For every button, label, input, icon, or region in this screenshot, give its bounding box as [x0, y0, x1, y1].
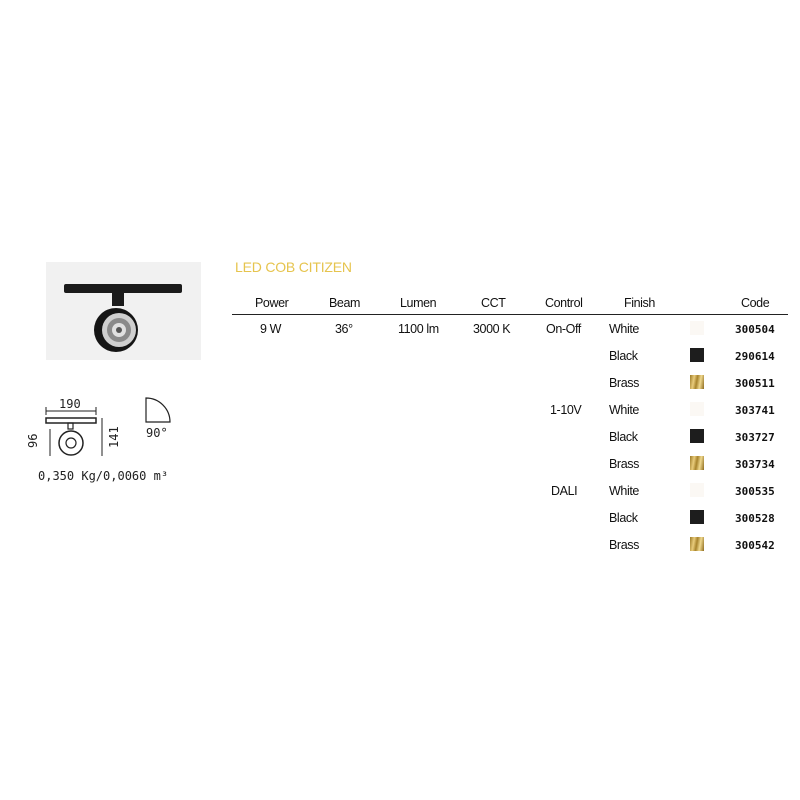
header-lumen: Lumen	[400, 296, 437, 310]
weight-volume: 0,350 Kg/0,0060 m³	[38, 469, 169, 483]
finish-value: Brass	[609, 376, 639, 390]
control-value: DALI	[551, 484, 578, 498]
product-code: 303734	[735, 458, 775, 471]
product-code: 303727	[735, 431, 775, 444]
product-code: 300535	[735, 485, 775, 498]
header-control: Control	[545, 296, 583, 310]
finish-value: Black	[609, 511, 638, 525]
header-beam: Beam	[329, 296, 361, 310]
control-value: 1-10V	[550, 403, 582, 417]
lumen-value: 1100 lm	[398, 322, 439, 336]
black-finish-swatch	[690, 348, 704, 362]
black-finish-swatch	[690, 429, 704, 443]
brass-finish-swatch	[690, 375, 704, 389]
finish-value: White	[609, 403, 639, 417]
header-power: Power	[255, 296, 289, 310]
beam-angle-label: 90°	[146, 426, 168, 440]
black-finish-swatch	[690, 510, 704, 524]
height-dimension-right: 141	[107, 426, 121, 448]
white-finish-swatch	[690, 483, 704, 497]
product-code: 300511	[735, 377, 775, 390]
control-value: On-Off	[546, 322, 581, 336]
finish-value: Brass	[609, 457, 639, 471]
product-code: 290614	[735, 350, 775, 363]
finish-value: White	[609, 322, 639, 336]
finish-value: Black	[609, 430, 638, 444]
header-divider	[232, 314, 788, 315]
product-code: 300542	[735, 539, 775, 552]
brass-finish-swatch	[690, 537, 704, 551]
product-code: 303741	[735, 404, 775, 417]
header-finish: Finish	[624, 296, 655, 310]
white-finish-swatch	[690, 402, 704, 416]
finish-value: Brass	[609, 538, 639, 552]
product-code: 300504	[735, 323, 775, 336]
product-photo	[46, 262, 201, 360]
white-finish-swatch	[690, 321, 704, 335]
power-value: 9 W	[260, 322, 282, 336]
finish-value: White	[609, 484, 639, 498]
brass-finish-swatch	[690, 456, 704, 470]
header-code: Code	[741, 296, 770, 310]
product-code: 300528	[735, 512, 775, 525]
header-cct: CCT	[481, 296, 506, 310]
height-dimension-left: 96	[26, 433, 40, 448]
width-dimension: 190	[59, 397, 81, 411]
cct-value: 3000 K	[473, 322, 511, 336]
beam-value: 36°	[335, 322, 353, 336]
product-title: LED COB CITIZEN	[235, 259, 352, 275]
finish-value: Black	[609, 349, 638, 363]
